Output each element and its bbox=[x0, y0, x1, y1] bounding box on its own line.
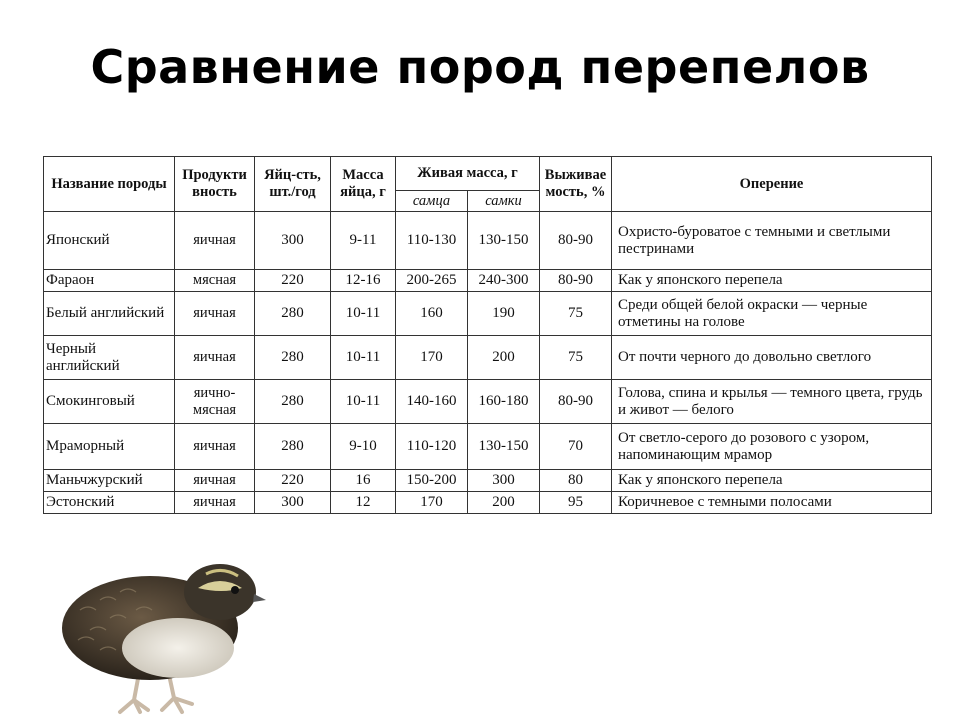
table-row bbox=[44, 336, 932, 380]
survival-cell: 80-90 bbox=[540, 270, 612, 292]
table-row bbox=[44, 470, 932, 492]
eggs-cell: 300 bbox=[255, 212, 331, 270]
header-male: самца bbox=[396, 191, 468, 212]
male-mass-cell: 140-160 bbox=[396, 380, 468, 424]
survival-cell: 75 bbox=[540, 336, 612, 380]
plumage-cell: Голова, спина и крылья — темного цвета, грудь и живот — белого bbox=[612, 380, 932, 424]
table-row bbox=[44, 212, 932, 270]
productivity-cell: яичная bbox=[175, 424, 255, 470]
table-row bbox=[44, 424, 932, 470]
breed-name-cell: Японский bbox=[44, 212, 175, 270]
table-row bbox=[44, 292, 932, 336]
female-mass-cell: 190 bbox=[468, 292, 540, 336]
male-mass-cell: 170 bbox=[396, 492, 468, 514]
productivity-cell: яичная bbox=[175, 492, 255, 514]
female-mass-cell: 130-150 bbox=[468, 212, 540, 270]
breed-name-cell: Белый английский bbox=[44, 292, 175, 336]
page-title: Сравнение пород перепелов bbox=[90, 40, 870, 94]
quail-chick-image bbox=[50, 540, 270, 715]
egg-mass-cell: 9-10 bbox=[331, 424, 396, 470]
header-eggs: Яйц-сть, шт./год bbox=[255, 157, 331, 212]
male-mass-cell: 170 bbox=[396, 336, 468, 380]
breed-name-cell: Смокинговый bbox=[44, 380, 175, 424]
productivity-cell: яично-мясная bbox=[175, 380, 255, 424]
plumage-cell: Охристо-буроватое с темными и светлыми пестринами bbox=[612, 212, 932, 270]
male-mass-cell: 150-200 bbox=[396, 470, 468, 492]
productivity-cell: яичная bbox=[175, 212, 255, 270]
header-egg-mass: Масса яйца, г bbox=[331, 157, 396, 212]
eggs-cell: 300 bbox=[255, 492, 331, 514]
egg-mass-cell: 12 bbox=[331, 492, 396, 514]
breed-name-cell: Черный английский bbox=[44, 336, 175, 380]
egg-mass-cell: 12-16 bbox=[331, 270, 396, 292]
survival-cell: 95 bbox=[540, 492, 612, 514]
egg-mass-cell: 10-11 bbox=[331, 292, 396, 336]
plumage-cell: Коричневое с темными полосами bbox=[612, 492, 932, 514]
breed-name-cell: Фараон bbox=[44, 270, 175, 292]
productivity-cell: мясная bbox=[175, 270, 255, 292]
header-name: Название породы bbox=[44, 157, 175, 212]
eggs-cell: 220 bbox=[255, 470, 331, 492]
egg-mass-cell: 9-11 bbox=[331, 212, 396, 270]
breed-name-cell: Эстонский bbox=[44, 492, 175, 514]
table-row bbox=[44, 270, 932, 292]
header-productivity: Продукти вность bbox=[175, 157, 255, 212]
breed-comparison-table bbox=[43, 156, 932, 514]
breed-name-cell: Маньчжурский bbox=[44, 470, 175, 492]
survival-cell: 80-90 bbox=[540, 380, 612, 424]
male-mass-cell: 160 bbox=[396, 292, 468, 336]
male-mass-cell: 110-120 bbox=[396, 424, 468, 470]
productivity-cell: яичная bbox=[175, 470, 255, 492]
header-plumage: Оперение bbox=[612, 157, 932, 212]
plumage-cell: Как у японского перепела bbox=[612, 470, 932, 492]
plumage-cell: От светло-серого до розового с узором, напоминающим мрамор bbox=[612, 424, 932, 470]
table-row bbox=[44, 492, 932, 514]
survival-cell: 80-90 bbox=[540, 212, 612, 270]
plumage-cell: От почти черного до довольно светлого bbox=[612, 336, 932, 380]
header-live-mass: Живая масса, г bbox=[396, 157, 540, 191]
eggs-cell: 280 bbox=[255, 424, 331, 470]
female-mass-cell: 200 bbox=[468, 492, 540, 514]
egg-mass-cell: 16 bbox=[331, 470, 396, 492]
egg-mass-cell: 10-11 bbox=[331, 380, 396, 424]
eggs-cell: 280 bbox=[255, 380, 331, 424]
eggs-cell: 280 bbox=[255, 336, 331, 380]
egg-mass-cell: 10-11 bbox=[331, 336, 396, 380]
female-mass-cell: 200 bbox=[468, 336, 540, 380]
survival-cell: 80 bbox=[540, 470, 612, 492]
survival-cell: 70 bbox=[540, 424, 612, 470]
eggs-cell: 220 bbox=[255, 270, 331, 292]
female-mass-cell: 240-300 bbox=[468, 270, 540, 292]
plumage-cell: Среди общей белой окраски — черные отметины на голове bbox=[612, 292, 932, 336]
table-row bbox=[44, 380, 932, 424]
male-mass-cell: 200-265 bbox=[396, 270, 468, 292]
female-mass-cell: 300 bbox=[468, 470, 540, 492]
plumage-cell: Как у японского перепела bbox=[612, 270, 932, 292]
productivity-cell: яичная bbox=[175, 292, 255, 336]
female-mass-cell: 130-150 bbox=[468, 424, 540, 470]
breed-name-cell: Мраморный bbox=[44, 424, 175, 470]
header-female: самки bbox=[468, 191, 540, 212]
survival-cell: 75 bbox=[540, 292, 612, 336]
eggs-cell: 280 bbox=[255, 292, 331, 336]
male-mass-cell: 110-130 bbox=[396, 212, 468, 270]
header-survival: Выживае мость, % bbox=[540, 157, 612, 212]
female-mass-cell: 160-180 bbox=[468, 380, 540, 424]
productivity-cell: яичная bbox=[175, 336, 255, 380]
